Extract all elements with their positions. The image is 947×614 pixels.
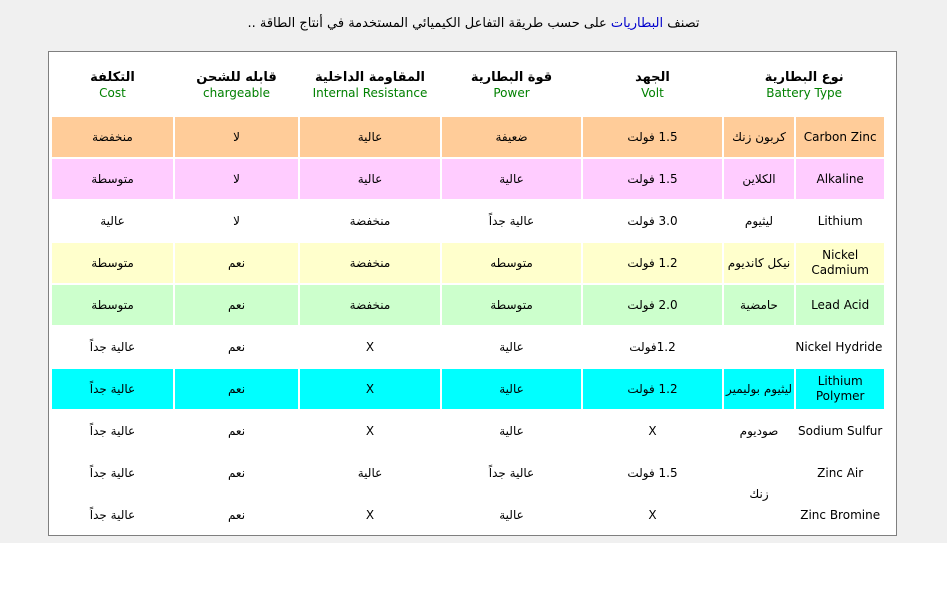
- battery-name-en: Carbon Zinc: [796, 117, 884, 157]
- power-cell: عالية: [442, 327, 581, 367]
- cost-cell: عالية جداً: [52, 495, 173, 535]
- header-battery-type: نوع البطارية Battery Type: [764, 70, 844, 100]
- header-chargeable: قابله للشحن chargeable: [196, 70, 277, 100]
- battery-name-en: Nickel Cadmium: [796, 243, 884, 283]
- resistance-cell: عالية: [300, 159, 440, 199]
- power-cell: عالية: [442, 369, 581, 409]
- resistance-cell: X: [300, 411, 440, 451]
- chargeable-cell: نعم: [175, 453, 298, 493]
- battery-name-en: Lithium: [796, 201, 884, 241]
- power-cell: عالية: [442, 159, 581, 199]
- resistance-cell: منخفضة: [300, 285, 440, 325]
- battery-table-panel: [48, 51, 897, 536]
- chargeable-cell: نعم: [175, 495, 298, 535]
- volt-cell: X: [583, 495, 722, 535]
- table-row: [52, 285, 884, 325]
- battery-name-ar: نيكل كانديوم: [724, 243, 794, 283]
- resistance-cell: منخفضة: [300, 243, 440, 283]
- cost-cell: متوسطة: [52, 243, 173, 283]
- table-row: [52, 117, 884, 157]
- cost-cell: متوسطة: [52, 285, 173, 325]
- volt-cell: 1.5 فولت: [583, 453, 722, 493]
- volt-cell: 1.2 فولت: [583, 369, 722, 409]
- resistance-cell: عالية: [300, 453, 440, 493]
- cost-cell: عالية جداً: [52, 369, 173, 409]
- table-row: [52, 243, 884, 283]
- header-cost: التكلفة Cost: [90, 70, 135, 100]
- battery-name-en: Lead Acid: [796, 285, 884, 325]
- battery-table: [50, 53, 886, 537]
- cost-cell: عالية جداً: [52, 453, 173, 493]
- power-cell: متوسطه: [442, 243, 581, 283]
- battery-name-en: Lithium Polymer: [796, 369, 884, 409]
- table-row: [52, 453, 884, 493]
- title-highlight: البطاريات: [610, 16, 664, 31]
- table-row: [52, 327, 884, 367]
- cost-cell: متوسطة: [52, 159, 173, 199]
- header-power: قوة البطارية Power: [470, 70, 553, 100]
- cost-cell: عالية جداً: [52, 327, 173, 367]
- table-header-row: [52, 55, 884, 115]
- chargeable-cell: نعم: [175, 411, 298, 451]
- battery-name-ar: كربون زنك: [724, 117, 794, 157]
- battery-name-en: Sodium Sulfur: [796, 411, 884, 451]
- chargeable-cell: نعم: [175, 285, 298, 325]
- volt-cell: 1.5 فولت: [583, 117, 722, 157]
- resistance-cell: X: [300, 495, 440, 535]
- resistance-cell: X: [300, 327, 440, 367]
- volt-cell: 1.2فولت: [583, 327, 722, 367]
- resistance-cell: منخفضة: [300, 201, 440, 241]
- chargeable-cell: نعم: [175, 327, 298, 367]
- power-cell: عالية جداً: [442, 453, 581, 493]
- chargeable-cell: لا: [175, 201, 298, 241]
- title-after: على حسب طريقة التفاعل الكيميائي المستخدمة في أنتاج الطاقة ..: [247, 16, 611, 31]
- cost-cell: عالية: [52, 201, 173, 241]
- battery-name-en: Alkaline: [796, 159, 884, 199]
- battery-name-ar: صوديوم: [724, 411, 794, 451]
- battery-name-ar: ليثيوم: [724, 201, 794, 241]
- table-row: [52, 201, 884, 241]
- resistance-cell: عالية: [300, 117, 440, 157]
- battery-name-ar: حامضية: [724, 285, 794, 325]
- volt-cell: 2.0 فولت: [583, 285, 722, 325]
- chargeable-cell: لا: [175, 117, 298, 157]
- table-row: [52, 411, 884, 451]
- power-cell: عالية جداً: [442, 201, 581, 241]
- cost-cell: عالية جداً: [52, 411, 173, 451]
- battery-name-ar: ليثيوم بوليمير: [724, 369, 794, 409]
- battery-name-en: Zinc Air: [796, 453, 884, 493]
- table-row: [52, 159, 884, 199]
- power-cell: متوسطة: [442, 285, 581, 325]
- battery-name-ar: زنك: [724, 453, 794, 535]
- power-cell: عالية: [442, 495, 581, 535]
- chargeable-cell: لا: [175, 159, 298, 199]
- battery-name-ar: الكلاين: [724, 159, 794, 199]
- table-row: [52, 369, 884, 409]
- volt-cell: 1.2 فولت: [583, 243, 722, 283]
- chargeable-cell: نعم: [175, 243, 298, 283]
- battery-name-en: Zinc Bromine: [796, 495, 884, 535]
- chargeable-cell: نعم: [175, 369, 298, 409]
- title-before: تصنف: [663, 16, 700, 31]
- power-cell: عالية: [442, 411, 581, 451]
- power-cell: ضعيفة: [442, 117, 581, 157]
- header-internal-resistance: المقاومة الداخلية Internal Resistance: [312, 70, 428, 100]
- resistance-cell: X: [300, 369, 440, 409]
- volt-cell: 1.5 فولت: [583, 159, 722, 199]
- volt-cell: X: [583, 411, 722, 451]
- volt-cell: 3.0 فولت: [583, 201, 722, 241]
- battery-name-en: Nickel Hydride: [724, 327, 884, 367]
- cost-cell: منخفضة: [52, 117, 173, 157]
- page-title: [0, 16, 947, 31]
- header-volt: الجهد Volt: [635, 70, 670, 100]
